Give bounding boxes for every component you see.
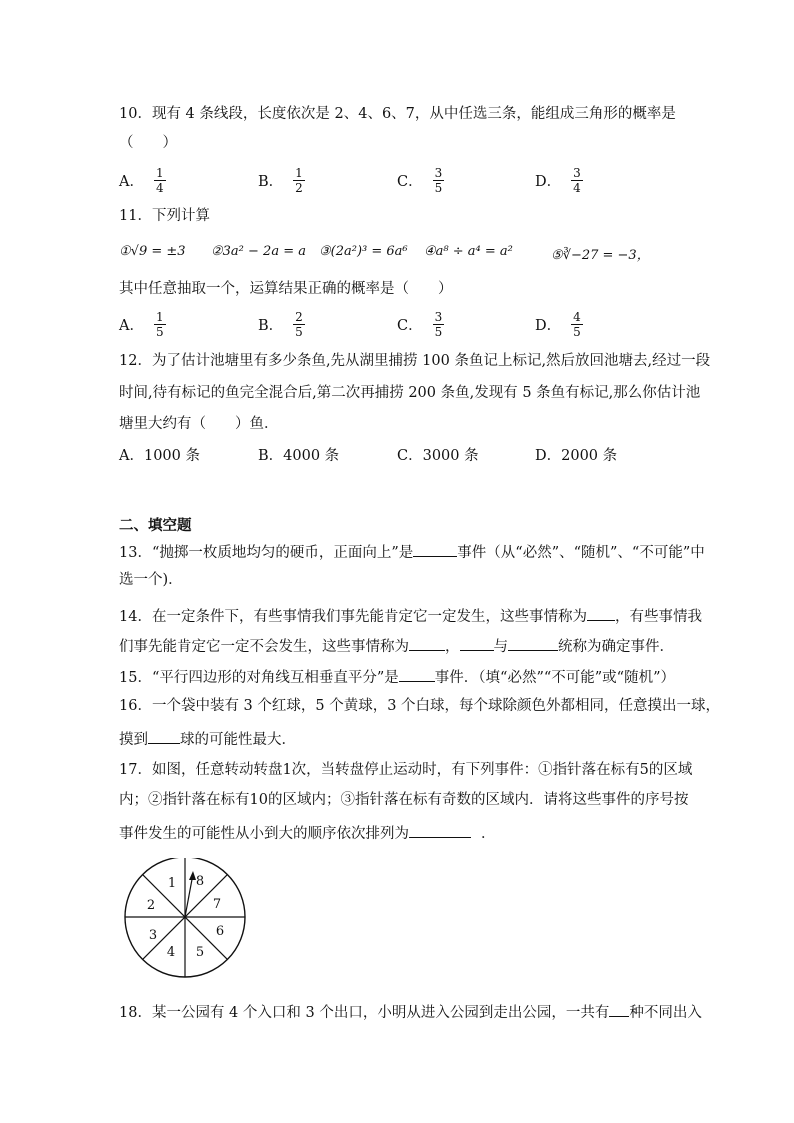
answer-blank[interactable] <box>409 634 445 651</box>
q11-option-c: C． $\frac{3}{5}$ <box>397 309 443 339</box>
q18-line: 18．某一公园有 4 个入口和 3 个出口，小明从进入公园到走出公园，一共有 种不同出入 <box>119 1000 702 1023</box>
q14-line-1: 14．在一定条件下，有些事情我们事先能肯定它一定发生，这些事情称为 ，有些事情我 <box>119 604 702 627</box>
answer-blank[interactable] <box>460 634 494 651</box>
answer-blank[interactable] <box>413 540 457 557</box>
q11-expr-3: ③(2a²)³ = 6a⁶ <box>319 244 408 259</box>
fraction: $\frac{1}{4}$ <box>155 165 164 195</box>
q12-line-2: 时间,待有标记的鱼完全混合后,第二次再捕捞 200 条鱼,发现有 5 条鱼有标记,那么你估计池 <box>119 385 701 401</box>
q10-option-d: D． $\frac{3}{4}$ <box>535 165 581 195</box>
q11-expr-5: ⑤∛−27 = −3， <box>551 248 650 263</box>
q11-title: 11．下列计算 <box>119 208 210 224</box>
answer-blank[interactable] <box>399 665 435 682</box>
answer-blank[interactable] <box>409 821 471 838</box>
spinner-label-2: 2 <box>146 898 156 913</box>
q13-line-1: 13．“抛掷一枚质地均匀的硬币，正面向上”是 事件（从“必然”、“随机”、“不可能”中 <box>119 540 705 563</box>
q12-option-d: D．2000 条 <box>535 448 618 464</box>
fraction: $\frac{1}{2}$ <box>295 165 303 195</box>
q10-option-b: B． $\frac{1}{2}$ <box>258 165 303 195</box>
answer-blank[interactable] <box>148 727 180 744</box>
q11-options <box>119 306 679 342</box>
spinner-label-3: 3 <box>148 928 158 943</box>
spinner-label-1: 1 <box>167 876 177 891</box>
q12-option-c: C．3000 条 <box>397 448 479 464</box>
q13-line-2: 选一个)． <box>119 572 183 588</box>
answer-blank[interactable] <box>609 1000 629 1017</box>
q12-line-1: 12．为了估计池塘里有多少条鱼,先从湖里捕捞 100 条鱼记上标记,然后放回池塘去,经过一段 <box>119 353 711 369</box>
q10-option-a: A． $\frac{1}{4}$ <box>119 165 164 195</box>
q17-line-1: 17．如图，任意转动转盘1次，当转盘停止运动时，有下列事件：①指针落在标有5的区域 <box>119 762 693 778</box>
spinner-diagram <box>120 858 250 988</box>
answer-blank[interactable] <box>508 634 558 651</box>
q11-expr-1: ①√9 = ±3 <box>119 244 186 259</box>
fraction: $\frac{2}{5}$ <box>295 309 303 339</box>
fraction: $\frac{1}{5}$ <box>155 309 164 339</box>
q10-text: 10．现有 4 条线段，长度依次是 2、4、6、7，从中任选三条，能组成三角形的概率是 <box>119 106 676 122</box>
spinner-label-4: 4 <box>166 945 176 960</box>
q10-options <box>119 162 679 198</box>
fraction: $\frac{3}{4}$ <box>573 165 581 195</box>
fraction: $\frac{4}{5}$ <box>573 309 581 339</box>
spinner-label-5: 5 <box>195 945 205 960</box>
q15-line: 15．“平行四边形的对角线互相垂直平分”是 事件．（填“必然”“不可能”或“随机”） <box>119 665 675 688</box>
q12-option-b: B．4000 条 <box>258 448 340 464</box>
spinner-label-8: 8 <box>195 874 205 889</box>
q16-line-2: 摸到 球的可能性最大． <box>119 727 296 750</box>
fraction: $\frac{3}{5}$ <box>434 309 443 339</box>
spinner-label-7: 7 <box>212 897 222 912</box>
section-heading: 二、填空题 <box>119 518 192 534</box>
q11-expr-4: ④a⁸ ÷ a⁴ = a² <box>424 244 513 259</box>
spinner-label-6: 6 <box>215 924 225 939</box>
q11-option-b: B． $\frac{2}{5}$ <box>258 309 303 339</box>
q10-paren: （ ） <box>119 135 177 151</box>
answer-blank[interactable] <box>587 604 615 621</box>
q11-expressions <box>119 244 679 264</box>
q12-option-a: A．1000 条 <box>119 448 200 464</box>
q16-line-1: 16．一个袋中装有 3 个红球，5 个黄球，3 个白球，每个球除颜色外都相同，任意摸出一球， <box>119 698 721 714</box>
q17-line-2: 内；②指针落在标有10的区域内；③指针落在标有奇数的区域内．请将这些事件的序号按 <box>119 792 689 808</box>
q14-line-2: 们事先能肯定它一定不会发生，这些事情称为 ， 与 统称为确定事件． <box>119 634 674 657</box>
fraction: $\frac{3}{5}$ <box>434 165 443 195</box>
q11-text: 其中任意抽取一个，运算结果正确的概率是（ ） <box>119 281 453 297</box>
q12-line-3: 塘里大约有（ ）鱼． <box>119 416 279 432</box>
q11-option-a: A． $\frac{1}{5}$ <box>119 309 164 339</box>
q17-line-3: 事件发生的可能性从小到大的顺序依次排列为 ． <box>119 821 496 844</box>
q11-expr-2: ②3a² − 2a = a <box>211 244 306 259</box>
q10-option-c: C． $\frac{3}{5}$ <box>397 165 443 195</box>
q11-option-d: D． $\frac{4}{5}$ <box>535 309 581 339</box>
